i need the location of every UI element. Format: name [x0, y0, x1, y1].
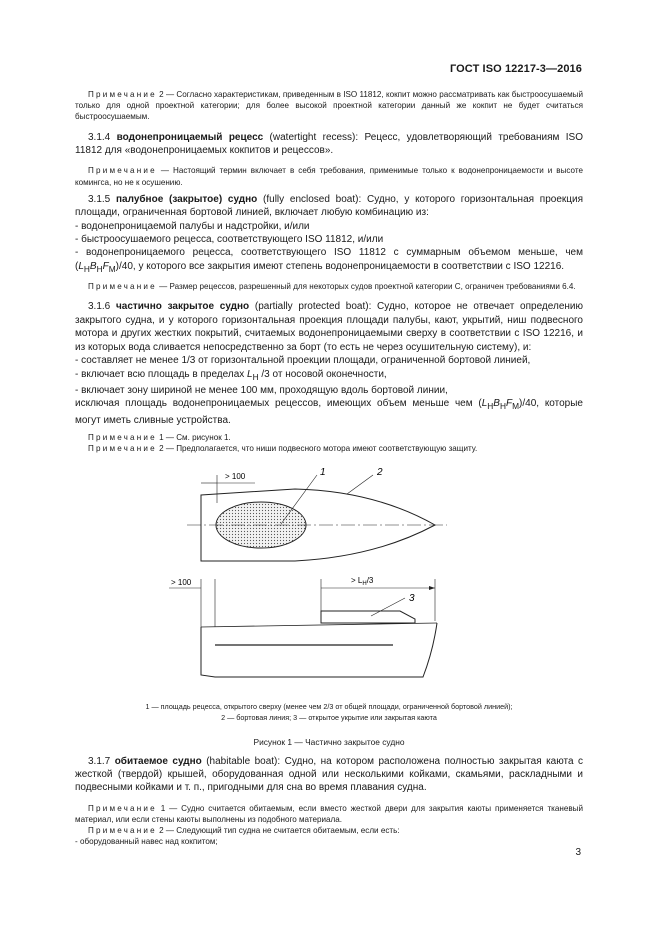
term-definition: (watertight recess): Рецесс, удовлетворяющий требованиям ISO 11812 для «водонепроницаемых кокпитов и рецессов». — [75, 131, 583, 157]
note-label: Примечание — [88, 803, 157, 813]
note-text: 1 — Судно считается обитаемым, если вместо жесткой двери для закрытия каюты применяется тканевый материал, или если стены каюты выполнены из подобного материала. — [75, 803, 583, 824]
note-3-1-7-1 — [75, 803, 583, 825]
list-item — [75, 368, 583, 384]
dim-length-sub: H — [362, 580, 367, 587]
hull-profile — [201, 623, 437, 677]
symbol-h: H — [252, 371, 259, 382]
figure-1 — [75, 461, 583, 701]
note-3-1-6-2 — [75, 443, 583, 454]
term-title: палубное (закрытое) судно — [116, 193, 258, 205]
symbol-l: L — [481, 398, 488, 410]
symbol-m: M — [108, 263, 116, 274]
page-number: 3 — [575, 847, 581, 858]
term-3-1-7 — [75, 755, 583, 795]
list-item: - включает зону шириной не менее 100 мм, проходящую вдоль бортовой линии, — [75, 384, 448, 396]
term-definition: (habitable boat): Судно, на котором расположена полностью закрытая каюта с жесткой (твердой) крышей, оборудованная одной или несколькими койками, скамьями, раскладными и подвесными койками и т. п., пригодными для сна во время плавания судна. — [75, 755, 583, 794]
document-header: ГОСТ ISO 12217-3—2016 — [449, 63, 582, 75]
dim-length-suffix: /3 — [366, 575, 374, 585]
note-cockpit — [75, 89, 583, 123]
note-text: 1 — См. рисунок 1. — [156, 433, 231, 443]
symbol-l: L — [78, 260, 84, 272]
cabin — [321, 611, 415, 623]
note-text: — Размер рецессов, разрешенный для некоторых судов проектной категории С, ограничен требованиями 6.4. — [156, 282, 576, 292]
document-body — [75, 89, 583, 848]
callout-1: 1 — [320, 466, 326, 478]
symbol-h: H — [83, 263, 90, 274]
term-3-1-5 — [75, 193, 583, 220]
dim-arrow — [429, 586, 435, 590]
closing-clause — [75, 397, 583, 427]
term-title: частично закрытое судно — [115, 301, 250, 313]
note-3-1-5 — [75, 281, 583, 292]
note-text: 2 — Следующий тип судна не считается обитаемым, если есть: — [156, 826, 400, 836]
term-definition: (partially protected boat): Судно, которое не отвечает определению закрытого судна, и у которого горизонтальная проекция площади палубы, кают, укрытий, ниш подвесного мотора и других жестких покрытий, считаемых водонепроницаемыми сверху в соответствии с ISO 12216, и из которых вода сливается непосредственно за борт (то есть не через осушительную систему), и: — [75, 301, 583, 353]
symbol-b: B — [493, 398, 500, 410]
note-3-1-6-1 — [75, 432, 583, 443]
list-item: - быстроосушаемого рецесса, соответствующего ISO 11812, и/или — [75, 234, 384, 246]
note-text: 2 — Предполагается, что ниши подвесного мотора имеют соответствующую защиту. — [156, 444, 478, 454]
symbol-f: F — [102, 260, 109, 272]
dim-side-label: > 100 — [171, 577, 192, 587]
closing-start: исключая площадь водонепроницаемых рецессов, имеющих объем меньше чем ( — [75, 398, 482, 410]
note-label: Примечание — [88, 826, 157, 836]
list-item-text: - включает всю площадь в пределах — [75, 368, 248, 380]
term-number: 3.1.6 — [88, 301, 116, 313]
leader-2 — [347, 475, 373, 494]
dim-length-label — [351, 576, 374, 587]
figure-legend-line2: 2 — бортовая линия; 3 — открытое укрытие или закрытая каюта — [221, 712, 437, 722]
term-title: водонепроницаемый рецесс — [116, 131, 264, 143]
note-3-1-7-2 — [75, 825, 583, 836]
list-item: - водонепроницаемого рецесса, соответствующего ISO 11812 с суммарным объемом меньше, чем $(L_HB_HF_M)/40$, у которого все закрытия имеют степень водонепроницаемости в соответствии с ISO 12216. — [75, 247, 583, 274]
callout-2: 2 — [377, 466, 383, 478]
symbol-l: L — [247, 368, 253, 380]
note-text: 2 — Согласно характеристикам, приведенным в ISO 11812, кокпит можно рассматривать как быстроосушаемый только для одной проектной категории; для более высокой проектной категории данный же кокпит не будет считаться быстроосушаемым. — [75, 90, 583, 122]
dim-top-label: > 100 — [225, 471, 246, 481]
symbol-h: H — [499, 401, 506, 412]
term-3-1-4 — [75, 131, 583, 158]
note-text: — Настоящий термин включает в себя требования, применимые только к водонепроницаемости и высоте комингса, но не к осушению. — [75, 166, 583, 187]
leader-3 — [371, 598, 405, 616]
deck-line — [201, 623, 437, 627]
term-number: 3.1.4 — [88, 131, 117, 143]
term-3-1-6 — [75, 300, 583, 354]
note-label: Примечание — [88, 282, 157, 292]
symbol-h: H — [487, 401, 494, 412]
term-definition: (fully enclosed boat): Судно, у которого горизонтальная проекция площади, ограниченная бортовой линией, включает любую комбинацию из: — [75, 193, 584, 219]
callout-3: 3 — [409, 592, 415, 604]
figure-caption: Рисунок 1 — Частично закрытое судно — [253, 736, 405, 747]
closing-end: )/40, которые могут иметь сливные устройства. — [75, 398, 583, 426]
note-list-item: - оборудованный навес над кокпитом; — [75, 837, 218, 847]
boat-drawing — [75, 461, 583, 701]
symbol-m: M — [512, 401, 520, 412]
note-label: Примечание — [88, 444, 157, 454]
list-item-text: - водонепроницаемого рецесса, соответствующего ISO 11812 с суммарным объемом меньше, чем — [75, 247, 583, 259]
term-title: обитаемое судно — [114, 755, 202, 767]
formula-tail: /40, у которого все закрытия имеют степень водонепроницаемости в соответствии с ISO 12216. — [119, 260, 565, 272]
note-label: Примечание — [88, 166, 157, 176]
dim-length-prefix: > L — [351, 575, 363, 585]
symbol-h: H — [96, 263, 103, 274]
figure-legend-line1: 1 — площадь рецесса, открытого сверху (менее чем 2/3 от общей площади, ограниченной бортовой линией); — [145, 701, 513, 711]
note-3-1-4 — [75, 165, 583, 187]
list-item: - составляет не менее 1/3 от горизонтальной проекции площади, ограниченной бортовой линией, — [75, 355, 531, 367]
term-number: 3.1.7 — [88, 755, 115, 767]
term-number: 3.1.5 — [88, 193, 116, 205]
note-label: Примечание — [88, 433, 157, 443]
list-item: - водонепроницаемой палубы и надстройки, и/или — [75, 220, 310, 232]
note-label: Примечание — [88, 90, 157, 99]
list-item-tail: /3 от носовой оконечности, — [258, 368, 387, 380]
symbol-f: F — [505, 398, 513, 410]
symbol-b: B — [89, 260, 97, 272]
